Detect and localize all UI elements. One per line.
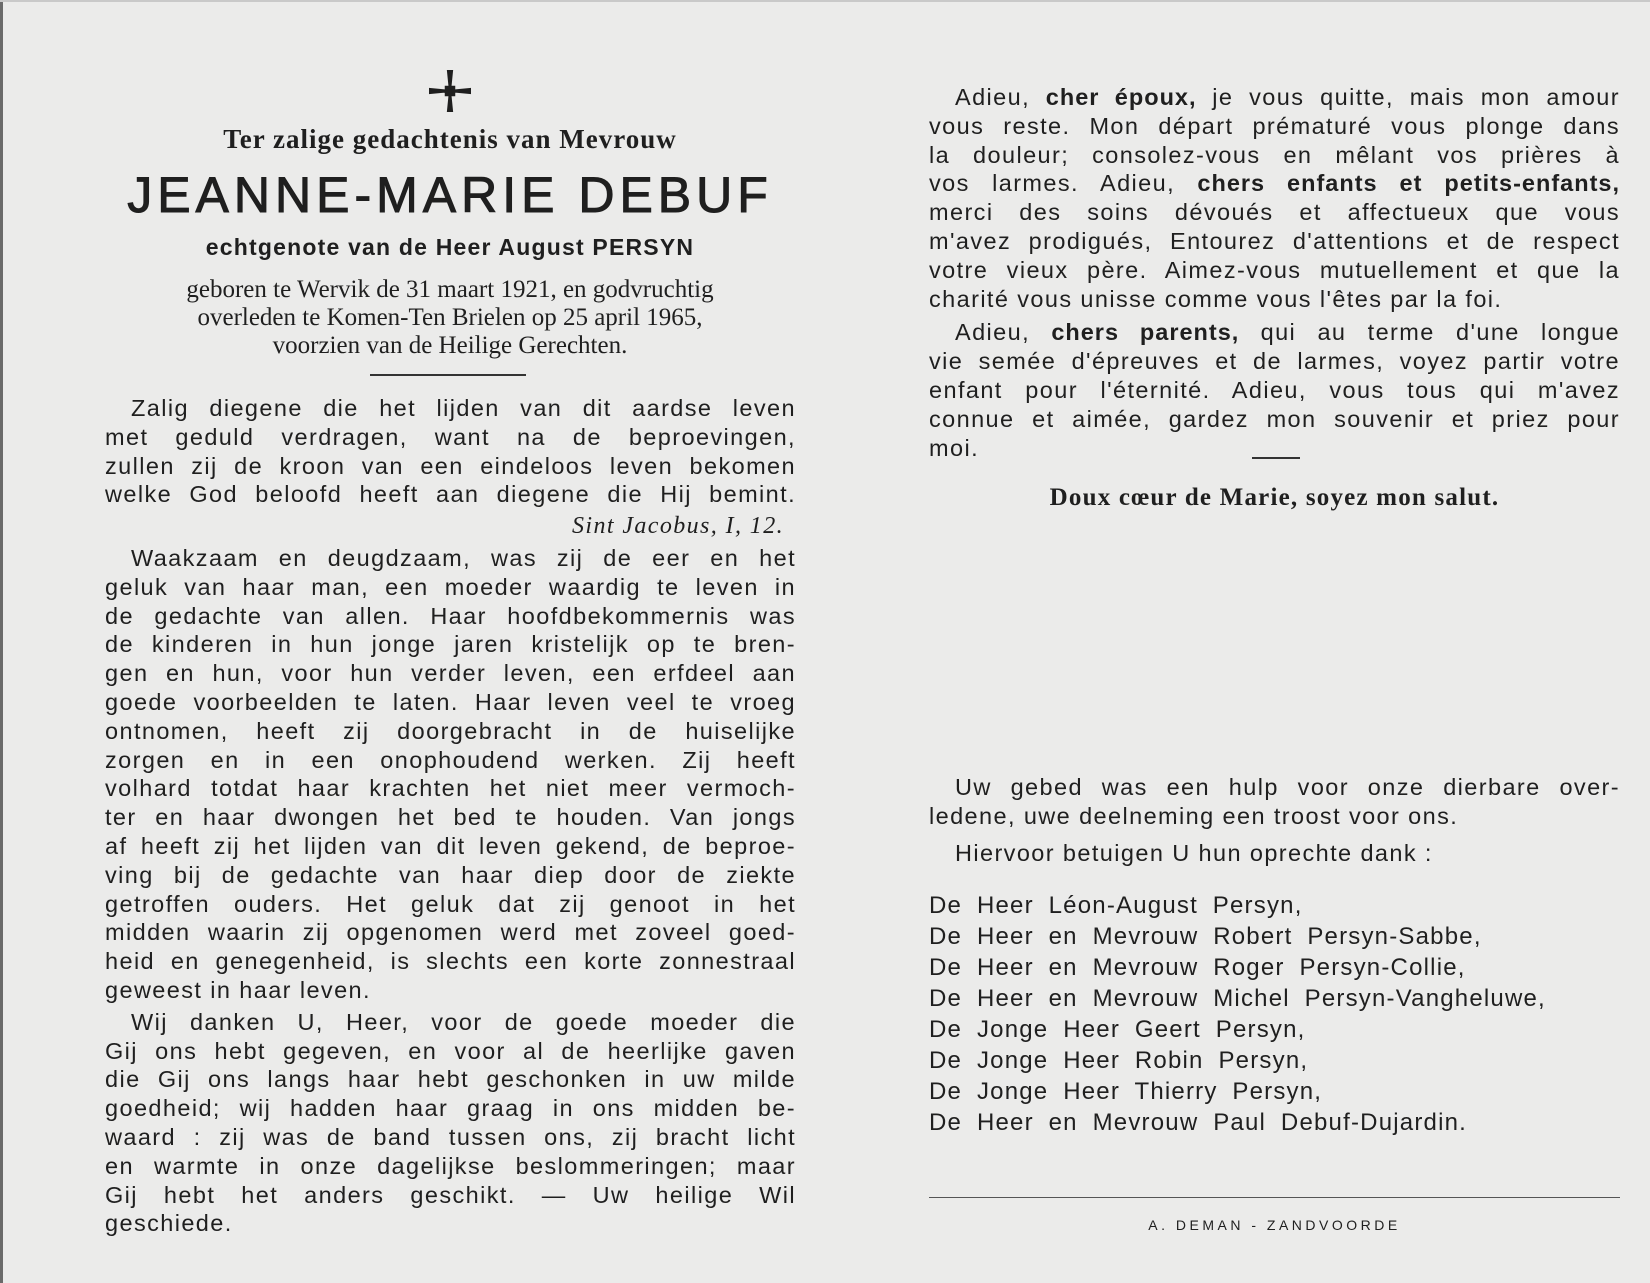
- text-segment: vous reste. Mon départ prématuré vous plonge dans: [929, 112, 1620, 139]
- deceased-name: JEANNE-MARIE DEBUF: [127, 167, 773, 223]
- text-line: Gij ons hebt gegeven, en voor al de heerlijke gaven: [105, 1037, 796, 1064]
- paragraph: [105, 544, 796, 1005]
- text-segment: Adieu,: [955, 319, 1052, 346]
- bold-segment: chers enfants et petits-enfants,: [1197, 170, 1621, 197]
- family-member: De Heer en Mevrouw Roger Persyn-Collie,: [929, 954, 1466, 981]
- text-line: [929, 198, 1620, 227]
- text-line: midden waarin zij opgenomen werd met zoveel goed-: [105, 919, 796, 946]
- text-line: [929, 347, 1620, 376]
- left-column-text: [105, 394, 796, 1241]
- text-segment: enfant pour l'éternité. Adieu, vous tous qui m'avez: [929, 376, 1620, 403]
- text-line: Zalig diegene die het lijden van dit aardse leven: [131, 395, 796, 421]
- cross-icon: [429, 70, 471, 112]
- printer-credit: A. DEMAN - ZANDVOORDE: [1148, 1217, 1401, 1233]
- divider: [370, 374, 526, 376]
- text-line: Wij danken U, Heer, voor de goede moeder die: [131, 1008, 796, 1035]
- family-member: De Heer en Mevrouw Michel Persyn-Vangheluwe,: [929, 985, 1546, 1012]
- text-segment: qui au terme d'une longue: [1239, 319, 1621, 346]
- text-line: goedheid; wij hadden haar graag in ons midden be-: [105, 1095, 796, 1122]
- text-line: en warmte in onze dagelijkse beslommeringen; maar: [105, 1152, 796, 1179]
- text-line: die Gij ons langs haar hebt geschonken in uw milde: [105, 1066, 796, 1093]
- text-line: [929, 169, 1620, 198]
- text-segment: connue et aimée, gardez mon souvenir et priez pour: [929, 405, 1620, 432]
- text-line: [929, 285, 1620, 314]
- text-segment: je vous quitte, mais mon amour: [1196, 84, 1620, 110]
- text-line: ter en haar dwongen het bed te houden. Van jongs: [105, 804, 796, 831]
- text-line: Waakzaam en deugdzaam, was zij de eer en het: [131, 544, 796, 571]
- thanks-line: ledene, uwe deelneming een troost voor ons.: [929, 802, 1459, 829]
- text-line: zullen zij de kroon van een eindeloos leven bekomen: [105, 452, 796, 479]
- text-line: welke God beloofd heeft aan diegene die Hij bemint.: [105, 481, 796, 508]
- paragraph: [105, 394, 796, 509]
- text-line: goede voorbeelden te laten. Haar leven veel te vroeg: [105, 688, 796, 715]
- text-segment: merci des soins dévoués et affectueux que vous: [929, 199, 1620, 226]
- family-member: De Jonge Heer Robin Persyn,: [929, 1047, 1309, 1074]
- sacraments-line: voorzien van de Heilige Gerechten.: [272, 332, 628, 359]
- text-line: [929, 112, 1620, 141]
- text-line: de gedachte van allen. Haar hoofdbekommernis was: [105, 602, 796, 629]
- birth-death-info: [100, 276, 800, 360]
- family-member: De Heer Léon-August Persyn,: [929, 892, 1303, 919]
- card-edge-top: [0, 0, 1650, 2]
- text-line: [929, 405, 1620, 434]
- text-line: af heeft zij het lijden van dit leven gekend, de beproe-: [105, 832, 796, 859]
- text-segment: charité vous unisse comme vous l'êtes par la foi.: [929, 285, 1503, 312]
- card-edge: [0, 0, 3, 1283]
- text-line: gen en hun, voor hun verder leven, een erfdeel aan: [105, 660, 796, 687]
- spouse-line: echtgenote van de Heer August PERSYN: [205, 234, 695, 260]
- family-member: De Heer en Mevrouw Robert Persyn-Sabbe,: [929, 923, 1482, 950]
- text-line: geluk van haar man, een moeder waardig te leven in: [105, 573, 796, 600]
- family-member: De Heer en Mevrouw Paul Debuf-Dujardin.: [929, 1109, 1468, 1136]
- bold-segment: cher époux,: [1045, 84, 1197, 110]
- text-line: heid en genegenheid, is slechts een korte zonnestraal: [105, 948, 796, 975]
- text-line: ving bij de gedachte van haar diep door de ziekte: [105, 861, 796, 888]
- dedication: Ter zalige gedachtenis van Mevrouw: [223, 124, 677, 154]
- paragraph: [929, 318, 1620, 462]
- right-column-text: [929, 83, 1620, 467]
- family-list: [929, 890, 1546, 1138]
- paragraph: [929, 83, 1620, 313]
- text-line: met geduld verdragen, want na de beproevingen,: [105, 423, 796, 450]
- text-line: volhard totdat haar krachten het niet meer vermoch-: [105, 775, 796, 802]
- text-line: geweest in haar leven.: [105, 976, 371, 1003]
- text-line: [929, 227, 1620, 256]
- scripture-citation: Sint Jacobus, I, 12.: [572, 513, 784, 540]
- text-line: [929, 318, 1620, 347]
- birth-line: geboren te Wervik de 31 maart 1921, en godvruchtig: [186, 276, 714, 303]
- text-line: geschiede.: [105, 1210, 233, 1237]
- text-segment: votre vieux père. Aimez-vous mutuellement et que la: [929, 256, 1620, 283]
- thanks-line: Hiervoor betuigen U hun oprechte dank :: [955, 839, 1433, 866]
- divider: [1252, 457, 1300, 459]
- text-segment: moi.: [929, 434, 979, 461]
- paragraph: [105, 1008, 796, 1238]
- family-member: De Jonge Heer Thierry Persyn,: [929, 1078, 1323, 1105]
- text-line: de kinderen in hun jonge jaren kristelijk op te bren-: [105, 631, 796, 658]
- family-member: De Jonge Heer Geert Persyn,: [929, 1016, 1306, 1043]
- thanks-line: Uw gebed was een hulp voor onze dierbare over-: [955, 774, 1620, 800]
- text-segment: la douleur; consolez-vous en mêlant vos prières à: [929, 141, 1620, 168]
- text-segment: vie semée d'épreuves et de larmes, voyez partir votre: [929, 348, 1620, 375]
- text-line: [929, 83, 1620, 112]
- footer-rule: [929, 1197, 1620, 1198]
- text-line: getroffen ouders. Het geluk dat zij genoot in het: [105, 890, 796, 917]
- text-line: waard : zij was de band tussen ons, zij bracht licht: [105, 1123, 796, 1150]
- text-segment: m'avez prodigués, Entourez d'attentions et de respect: [929, 227, 1620, 254]
- text-line: Gij hebt het anders geschikt. — Uw heilige Wil: [105, 1181, 796, 1208]
- text-segment: vos larmes. Adieu,: [929, 170, 1198, 197]
- text-line: ontnomen, heeft zij doorgebracht in de huiselijke: [105, 717, 796, 744]
- text-line: [929, 141, 1620, 170]
- text-line: [929, 256, 1620, 285]
- thanks-text: [929, 773, 1620, 867]
- bold-segment: chers parents,: [1051, 319, 1240, 346]
- text-segment: Adieu,: [955, 84, 1046, 110]
- invocation: Doux cœur de Marie, soyez mon salut.: [1049, 484, 1500, 511]
- text-line: zorgen en in een onophoudend werken. Zij heeft: [105, 746, 796, 773]
- text-line: [929, 376, 1620, 405]
- death-line: overleden te Komen-Ten Brielen op 25 april 1965,: [197, 304, 703, 331]
